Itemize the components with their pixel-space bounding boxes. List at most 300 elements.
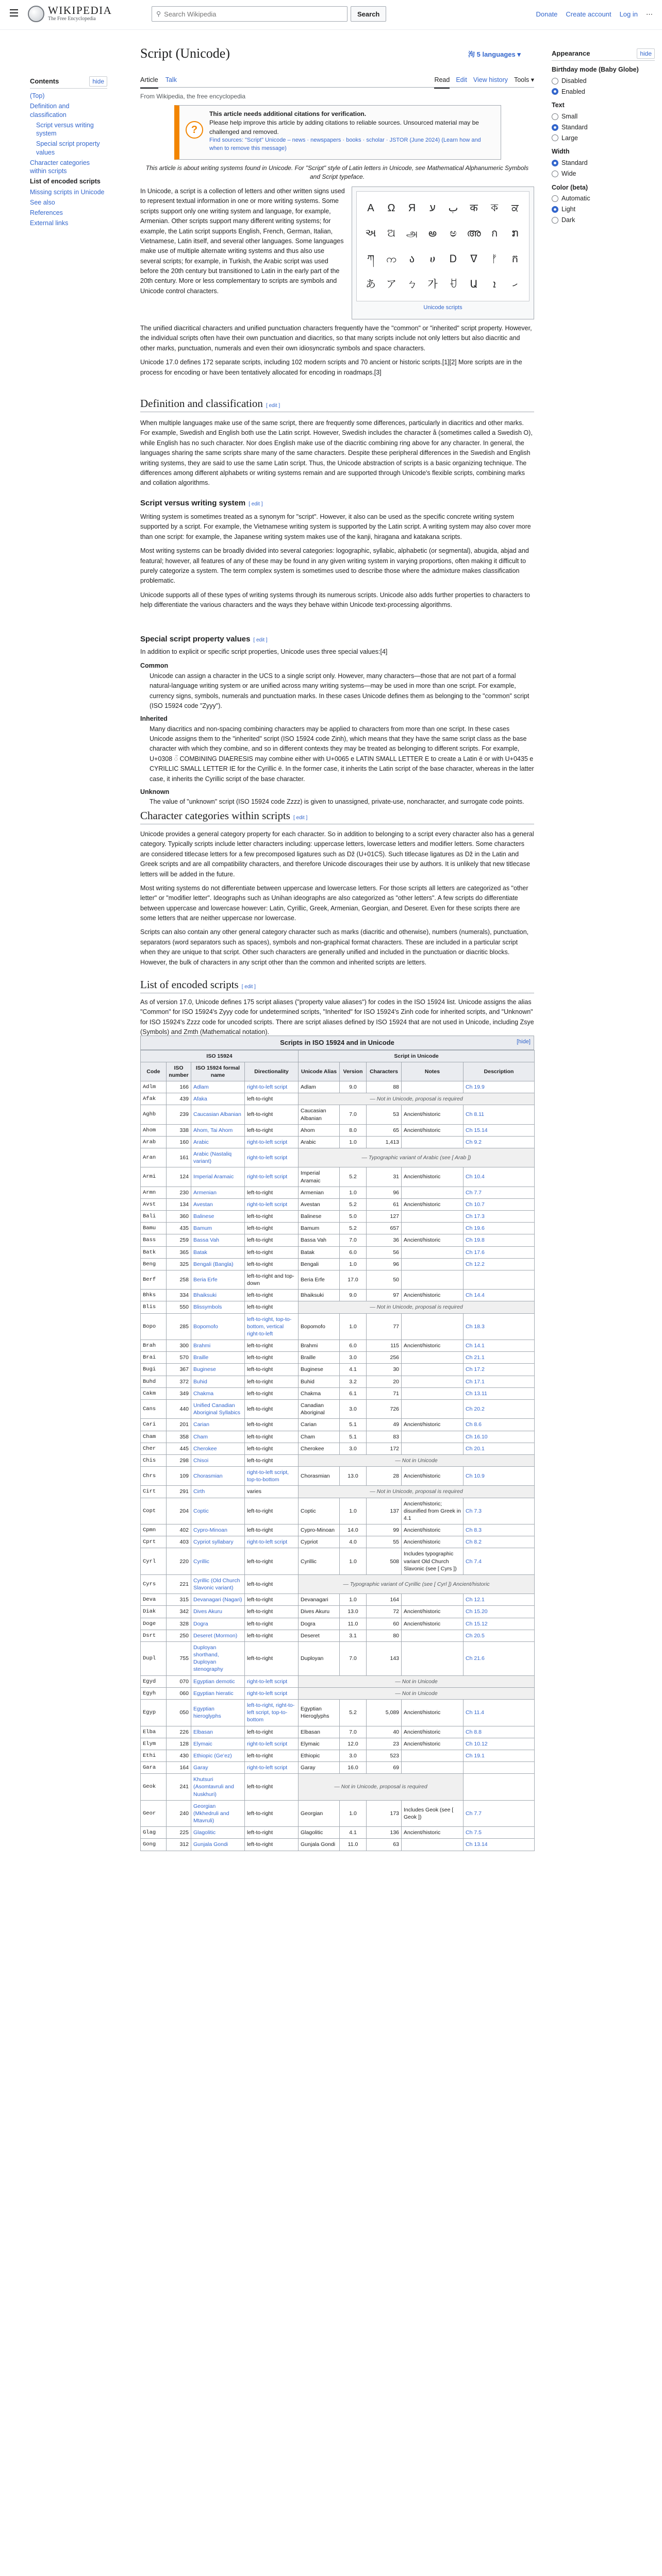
iso-name-link[interactable]: Cypro-Minoan [193, 1527, 227, 1534]
character-count: 143 [367, 1641, 402, 1675]
table-row [141, 1387, 535, 1399]
tab-article[interactable]: Article [140, 75, 158, 89]
description-link[interactable]: Ch 15.12 [466, 1620, 488, 1627]
description-link[interactable]: Ch 20.5 [466, 1632, 485, 1639]
directionality: left-to-right [247, 1527, 273, 1534]
script-code: Elba [141, 1726, 167, 1738]
heading-text: Script versus writing system [140, 499, 246, 507]
directionality-cell [245, 1524, 299, 1536]
unicode-alias: Coptic [299, 1498, 340, 1524]
iso-number: 226 [167, 1726, 191, 1738]
iso-name-link[interactable]: Bengali (Bangla) [193, 1261, 234, 1267]
description-link[interactable]: Ch 7.3 [466, 1507, 482, 1514]
edit-section-link[interactable]: [ edit ] [241, 984, 256, 990]
radio-icon[interactable] [552, 206, 558, 213]
table-row [141, 1606, 535, 1618]
iso-number: 367 [167, 1364, 191, 1376]
ccws-paragraph-2: Most writing systems do not differentiate between uppercase and lowercase letters. For those scripts all letters are categorized as "other letter" or "modifier letter". Ideographs such as Unihan ideographs are also categorized as "other letters". A few scripts do differentiate between uppercase and lowercase however: Latin, Cyrillic, Greek, Armenian, Georgian, and Deseret. Even for these scripts there are some letters that are neither uppercase nor lowercase. [140, 884, 528, 922]
tagline: From Wikipedia, the free encyclopedia [140, 93, 246, 100]
directionality-cell [245, 1536, 299, 1548]
script-code: Armi [141, 1167, 167, 1187]
glyph: ა [409, 253, 415, 265]
directionality: left-to-right [247, 1304, 273, 1311]
iso-number: 435 [167, 1223, 191, 1234]
unicode-version: 3.0 [340, 1750, 367, 1761]
list-intro [140, 997, 534, 1042]
column-header: Version [340, 1062, 367, 1081]
appearance-option[interactable] [552, 133, 655, 143]
script-code: Bhks [141, 1290, 167, 1301]
appearance-option[interactable] [552, 87, 655, 97]
appearance-option[interactable] [552, 76, 655, 86]
description-link[interactable]: Ch 8.2 [466, 1539, 482, 1546]
script-code: Cakm [141, 1387, 167, 1399]
sspv-paragraph: In addition to explicit or specific script properties, Unicode uses three special values:[4] [140, 648, 388, 655]
toc-item[interactable]: Script versus writing system [36, 121, 94, 137]
unicode-version: 1.0 [340, 1594, 367, 1606]
iso-number: 166 [167, 1081, 191, 1093]
description-link[interactable]: Ch 16.10 [466, 1433, 488, 1440]
description-link[interactable]: Ch 8.11 [466, 1111, 485, 1118]
description-link[interactable]: Ch 8.6 [466, 1421, 482, 1428]
table-row [141, 1827, 535, 1839]
description-cell [464, 1387, 535, 1399]
table-row [141, 1187, 535, 1198]
unicode-alias: Elymaic [299, 1738, 340, 1750]
description-link[interactable]: Ch 14.4 [466, 1292, 485, 1299]
directionality[interactable]: right-to-left script [247, 1690, 288, 1697]
description-link[interactable]: Ch 19.6 [466, 1225, 485, 1232]
iso-group-header: ISO 15924 [141, 1050, 299, 1062]
description-link[interactable]: Ch 20.2 [466, 1406, 485, 1413]
iso-name-cell [191, 1594, 245, 1606]
directionality[interactable]: left-to-right, right-to-left script, top-to-bottom [247, 1702, 295, 1723]
description-link[interactable]: Ch 21.1 [466, 1354, 485, 1361]
unicode-alias: Armenian [299, 1187, 340, 1198]
toc-item[interactable]: References [30, 209, 63, 216]
iso-name-link[interactable]: Unified Canadian Aboriginal Syllabics [193, 1402, 241, 1416]
iso-name-link[interactable]: Duployan shorthand, Duployan stenography [193, 1644, 223, 1673]
table-row [141, 1594, 535, 1606]
iso-number: 445 [167, 1443, 191, 1454]
directionality[interactable]: right-to-left script [247, 1139, 288, 1145]
script-code: Egyd [141, 1675, 167, 1687]
radio-icon[interactable] [552, 171, 558, 177]
scripts-infobox [352, 187, 534, 319]
description-link[interactable]: Ch 12.1 [466, 1597, 485, 1603]
language-selector[interactable]: 泃 5 languages ▾ [468, 50, 521, 58]
appearance-option-label: Standard [561, 123, 588, 131]
appearance-option[interactable] [552, 215, 655, 225]
iso-name-link[interactable]: Chakma [193, 1390, 214, 1397]
glyph: ሀ [429, 253, 436, 265]
description-cell [464, 1548, 535, 1575]
glyph: Ω [387, 202, 395, 214]
page-title: Script (Unicode) [140, 46, 230, 61]
iso-number: 164 [167, 1762, 191, 1774]
infobox-caption[interactable]: Unicode scripts [423, 304, 462, 311]
directionality[interactable]: right-to-left script [247, 1084, 288, 1091]
log-in-link[interactable]: Log in [619, 10, 638, 18]
description-link[interactable]: Ch 10.7 [466, 1201, 485, 1208]
toc-hide-button[interactable]: hide [89, 76, 107, 87]
iso-name-link[interactable]: Cirth [193, 1488, 205, 1495]
directionality: left-to-right [247, 1655, 273, 1662]
description-link[interactable]: Ch 17.2 [466, 1366, 485, 1373]
notice-find-sources[interactable]: Find sources: "Script" Unicode – news · newspapers · books · scholar · JSTOR (June 2024) (Learn how and when to remove this message) [209, 137, 481, 152]
script-glyph-sample[interactable] [356, 191, 529, 301]
description-link[interactable]: Ch 19.9 [466, 1084, 485, 1091]
description-link[interactable]: Ch 12.2 [466, 1261, 485, 1267]
description-link[interactable]: Ch 15.20 [466, 1608, 488, 1615]
iso-name-link[interactable]: Bamum [193, 1225, 212, 1232]
not-in-unicode-note: — Not in Unicode [299, 1454, 535, 1466]
unicode-version: 1.0 [340, 1313, 367, 1340]
table-row [141, 1431, 535, 1443]
directionality-cell [245, 1486, 299, 1498]
toc-title: Contents [30, 77, 59, 85]
directionality-cell [245, 1352, 299, 1364]
radio-icon[interactable] [552, 195, 558, 202]
iso-name-link[interactable]: Bopomofo [193, 1323, 218, 1330]
directionality-cell [245, 1443, 299, 1454]
iso-name-link[interactable]: Arabic [193, 1139, 209, 1145]
description-link[interactable]: Ch 19.1 [466, 1752, 485, 1759]
radio-icon[interactable] [552, 124, 558, 131]
appearance-option-label: Disabled [561, 77, 587, 84]
iso-name-link[interactable]: Ethiopic (Geʻez) [193, 1752, 232, 1759]
description-link[interactable]: Ch 14.1 [466, 1343, 485, 1349]
iso-name-cell [191, 1270, 245, 1289]
edit-section-link[interactable]: [ edit ] [266, 403, 280, 409]
iso-name-cell [191, 1548, 245, 1575]
create-account-link[interactable]: Create account [566, 10, 611, 18]
tab-view-history[interactable]: View history [473, 76, 508, 83]
table-row [141, 1148, 535, 1167]
script-code: Bopo [141, 1313, 167, 1340]
description-link[interactable]: Ch 7.7 [466, 1810, 482, 1817]
character-count: 50 [367, 1270, 402, 1289]
iso-name-cell [191, 1750, 245, 1761]
description-link[interactable]: Ch 10.4 [466, 1174, 485, 1180]
wikipedia-logo[interactable] [28, 5, 112, 22]
iso-name-link[interactable]: Deseret (Mormon) [193, 1632, 238, 1639]
directionality-cell [245, 1187, 299, 1198]
heading-definition [140, 397, 534, 412]
description-cell [464, 1800, 535, 1827]
iso-name-link[interactable]: Brahmi [193, 1343, 211, 1349]
table-row [141, 1762, 535, 1774]
iso-name-link[interactable]: Arabic (Nastaliq variant) [193, 1151, 232, 1165]
table-row [141, 1839, 535, 1851]
directionality[interactable]: right-to-left script [247, 1174, 288, 1180]
glyph: ᐁ [470, 253, 477, 265]
radio-icon[interactable] [552, 134, 558, 141]
edit-section-link[interactable]: [ edit ] [293, 815, 308, 821]
description-link[interactable]: Ch 13.14 [466, 1841, 488, 1848]
iso-name-link[interactable]: Gunjala Gondi [193, 1841, 228, 1848]
table-row [141, 1454, 535, 1466]
iso-name-link[interactable]: Cham [193, 1433, 208, 1440]
radio-icon[interactable] [552, 160, 558, 166]
table-row [141, 1198, 535, 1210]
appearance-option[interactable] [552, 158, 655, 168]
search-box[interactable] [152, 6, 347, 22]
iso-name-link[interactable]: Cypriot syllabary [193, 1539, 234, 1546]
appearance-option-label: Enabled [561, 88, 585, 95]
description-link[interactable]: Ch 17.1 [466, 1378, 485, 1385]
description-link[interactable]: Ch 10.12 [466, 1740, 488, 1747]
toc-item[interactable]: Character categories within scripts [30, 159, 90, 175]
appearance-option[interactable] [552, 112, 655, 122]
table-row [141, 1641, 535, 1675]
edit-section-link[interactable]: [ edit ] [249, 501, 263, 507]
description-link[interactable]: Ch 19.8 [466, 1237, 485, 1244]
def-unknown: The value of "unknown" script (ISO 15924 code Zzzz) is given to unassigned, private-use, noncharacter, and surrogate code points. [150, 798, 524, 806]
iso-name-cell [191, 1498, 245, 1524]
iso-name-link[interactable]: Batak [193, 1249, 207, 1256]
script-notes: Ancient/historic [402, 1198, 464, 1210]
directionality[interactable]: left-to-right, top-to-bottom, vertical right-to-left [247, 1316, 292, 1337]
iso-name-link[interactable]: Devanagari (Nagari) [193, 1597, 242, 1603]
edit-section-link[interactable]: [ edit ] [253, 637, 268, 643]
description-cell [464, 1467, 535, 1486]
iso-name-link[interactable]: Chorasmian [193, 1473, 223, 1480]
character-count: 164 [367, 1594, 402, 1606]
iso-number: 349 [167, 1387, 191, 1399]
iso-name-link[interactable]: Coptic [193, 1507, 209, 1514]
table-row [141, 1726, 535, 1738]
table-row [141, 1774, 535, 1801]
main-menu-button[interactable] [7, 6, 21, 20]
directionality[interactable]: right-to-left script [247, 1201, 288, 1208]
directionality-cell [245, 1467, 299, 1486]
iso-number: 259 [167, 1234, 191, 1246]
hamburger-icon-bar [10, 15, 18, 16]
iso-name-link[interactable]: Dogra [193, 1620, 208, 1627]
unicode-alias: Adlam [299, 1081, 340, 1093]
description-cell [464, 1376, 535, 1387]
directionality: left-to-right [247, 1597, 273, 1603]
appearance-option[interactable] [552, 123, 655, 132]
script-code: Cyrs [141, 1574, 167, 1594]
appearance-option-label: Light [561, 206, 576, 213]
unicode-version: 1.0 [340, 1136, 367, 1148]
iso-number: 298 [167, 1454, 191, 1466]
description-cell [464, 1105, 535, 1124]
iso-name-link[interactable]: Carian [193, 1421, 209, 1428]
unicode-version: 14.0 [340, 1524, 367, 1536]
glyph: ਕ [511, 202, 519, 214]
script-notes: Ancient/historic [402, 1827, 464, 1839]
script-code: Cari [141, 1419, 167, 1431]
toc-item[interactable]: See also [30, 198, 55, 206]
appearance-option[interactable] [552, 194, 655, 204]
toc-item[interactable]: Missing scripts in Unicode [30, 188, 105, 196]
iso-name-link[interactable]: Bassa Vah [193, 1237, 220, 1244]
citation-notice [174, 105, 501, 160]
directionality: left-to-right [247, 1620, 273, 1627]
unicode-version: 6.0 [340, 1246, 367, 1258]
unicode-version: 3.0 [340, 1443, 367, 1454]
glyph: Я [408, 202, 416, 214]
iso-name-cell [191, 1081, 245, 1093]
appearance-hide-button[interactable]: hide [637, 48, 655, 59]
description-link[interactable]: Ch 11.4 [466, 1709, 485, 1716]
tab-edit[interactable]: Edit [456, 76, 467, 83]
iso-name-link[interactable]: Braille [193, 1354, 209, 1361]
description-link[interactable]: Ch 15.14 [466, 1127, 488, 1133]
description-link[interactable]: Ch 21.6 [466, 1655, 485, 1662]
iso-number: 161 [167, 1148, 191, 1167]
script-notes [402, 1258, 464, 1270]
unicode-version: 11.0 [340, 1618, 367, 1630]
description-cell [464, 1536, 535, 1548]
description-link[interactable]: Ch 9.2 [466, 1139, 482, 1145]
iso-name-link[interactable]: Bhaiksuki [193, 1292, 217, 1299]
iso-name-cell [191, 1738, 245, 1750]
iso-number: 360 [167, 1211, 191, 1223]
description-link[interactable]: Ch 8.3 [466, 1527, 482, 1534]
description-cell [464, 1340, 535, 1352]
iso-name-link[interactable]: Armenian [193, 1189, 217, 1196]
iso-name-link[interactable]: Cyrillic [193, 1558, 209, 1565]
iso-name-link[interactable]: Buhid [193, 1378, 207, 1385]
description-link[interactable]: Ch 7.4 [466, 1558, 482, 1565]
directionality[interactable]: right-to-left script [247, 1539, 288, 1546]
not-in-unicode-note: — Not in Unicode [299, 1687, 535, 1699]
directionality-cell [245, 1234, 299, 1246]
directionality: left-to-right [247, 1111, 273, 1118]
iso-number: 338 [167, 1124, 191, 1136]
description-link[interactable]: Ch 13.11 [466, 1390, 487, 1397]
iso-name-link[interactable]: Elbasan [193, 1728, 213, 1735]
table-row [141, 1313, 535, 1340]
directionality-cell [245, 1641, 299, 1675]
iso-name-link[interactable]: Cherokee [193, 1445, 217, 1452]
iso-name-link[interactable]: Cyrillic (Old Church Slavonic variant) [193, 1577, 240, 1591]
iso-name-link[interactable]: Imperial Aramaic [193, 1174, 234, 1180]
radio-icon[interactable] [552, 88, 558, 95]
iso-name-link[interactable]: Afaka [193, 1096, 207, 1103]
iso-name-link[interactable]: Beria Erfe [193, 1277, 218, 1283]
lead-section-continued [140, 324, 534, 382]
iso-name-link[interactable]: Ahom, Tai Ahom [193, 1127, 233, 1133]
description-link[interactable]: Ch 8.8 [466, 1728, 482, 1735]
iso-name-link[interactable]: Buginese [193, 1366, 216, 1373]
unicode-alias: Elbasan [299, 1726, 340, 1738]
directionality-cell [245, 1498, 299, 1524]
directionality-cell [245, 1093, 299, 1105]
iso-name-link[interactable]: Dives Akuru [193, 1608, 223, 1615]
directionality-cell [245, 1762, 299, 1774]
heading-text: Definition and classification [140, 397, 263, 410]
directionality: left-to-right [247, 1225, 273, 1232]
description-link[interactable]: Ch 18.3 [466, 1323, 485, 1330]
directionality-cell [245, 1105, 299, 1124]
description-link[interactable]: Ch 20.1 [466, 1445, 485, 1452]
search-input[interactable] [164, 10, 347, 18]
iso-name-cell [191, 1726, 245, 1738]
appearance-option[interactable] [552, 169, 655, 179]
description-cell [464, 1641, 535, 1675]
iso-name-link[interactable]: Garay [193, 1765, 208, 1771]
description-link[interactable]: Ch 7.5 [466, 1829, 482, 1836]
iso-name-link[interactable]: Caucasian Albanian [193, 1111, 241, 1118]
glyph: Ꭰ [450, 253, 457, 265]
character-count: 1,413 [367, 1136, 402, 1148]
script-notes: Ancient/historic [402, 1699, 464, 1726]
iso-name-link[interactable]: Blissymbols [193, 1304, 222, 1311]
toc-item[interactable]: Special script property values [36, 140, 100, 156]
def-common: Unicode can assign a character in the UCS to a single script only. However, many characters—those that are not part of a formal natural-language writing system or are unified across many writing systems—may be used in more than one script. For example, currency signs, symbols, numerals and punctuation marks. In these cases Unicode defines them as belonging to the "common" script (ISO 15924 code "Zyyy"). [150, 672, 529, 709]
radio-icon[interactable] [552, 78, 558, 84]
toc-item[interactable]: Definition and classification [30, 103, 70, 118]
directionality[interactable]: right-to-left script [247, 1155, 288, 1161]
directionality[interactable]: right-to-left script, top-to-bottom [247, 1469, 289, 1483]
description-link[interactable]: Ch 7.7 [466, 1189, 482, 1196]
radio-icon[interactable] [552, 113, 558, 120]
iso-name-link[interactable]: Chisoi [193, 1457, 209, 1464]
directionality-cell [245, 1800, 299, 1827]
iso-name-cell [191, 1234, 245, 1246]
toc-item[interactable]: External links [30, 219, 69, 227]
toc-item[interactable]: List of encoded scripts [30, 178, 101, 185]
iso-name-link[interactable]: Egyptian hieratic [193, 1690, 234, 1697]
script-notes [402, 1136, 464, 1148]
table-row [141, 1498, 535, 1524]
iso-name-link[interactable]: Avestan [193, 1201, 213, 1208]
toc-item[interactable]: (Top) [30, 92, 45, 99]
iso-name-link[interactable]: Georgian (Mkhedruli and Mtavruli) [193, 1803, 229, 1824]
character-count: 88 [367, 1081, 402, 1093]
search-button[interactable]: Search [351, 6, 386, 22]
iso-name-link[interactable]: Elymaic [193, 1740, 212, 1747]
script-vs-writing-section [140, 512, 534, 614]
ccws-paragraph-3: Scripts can also contain any other general category character such as marks (diacritic and otherwise), numbers (numerals), punctuation, separators (word separators such as spaces), symbols and non-graphical format characters. These are included in a particular script when they are unique to that script. Other such characters are generally unified and included in the punctuation or diacritic blocks. However, the bulk of characters in any script other than the common and inherited scripts are letters. [140, 928, 529, 966]
tab-tools[interactable]: Tools ▾ [514, 76, 534, 83]
unicode-version: 7.0 [340, 1726, 367, 1738]
iso-number: 328 [167, 1618, 191, 1630]
directionality[interactable]: right-to-left script [247, 1740, 288, 1747]
heading-character-categories [140, 809, 534, 824]
description-link[interactable]: Ch 17.3 [466, 1213, 485, 1220]
iso-name-link[interactable]: Glagolitic [193, 1829, 216, 1836]
iso-name-link[interactable]: Khutsuri (Asomtavruli and Nuskhuri) [193, 1776, 234, 1798]
iso-name-link[interactable]: Egyptian demotic [193, 1678, 235, 1685]
directionality[interactable]: right-to-left script [247, 1765, 288, 1771]
description-link[interactable]: Ch 10.9 [466, 1473, 485, 1480]
iso-name-link[interactable]: Balinese [193, 1213, 214, 1220]
iso-number: 365 [167, 1246, 191, 1258]
description-link[interactable]: Ch 17.6 [466, 1249, 485, 1256]
more-options-icon[interactable]: ⋯ [646, 10, 653, 18]
appearance-option[interactable] [552, 205, 655, 214]
directionality[interactable]: right-to-left script [247, 1678, 288, 1685]
tab-talk[interactable]: Talk [165, 76, 177, 83]
table-toggle[interactable]: [hide] [517, 1039, 531, 1045]
glyph: ಅ [450, 228, 457, 240]
radio-icon[interactable] [552, 217, 558, 224]
donate-link[interactable]: Donate [536, 10, 558, 18]
description-cell [464, 1313, 535, 1340]
iso-name-link[interactable]: Egyptian hieroglyphs [193, 1706, 221, 1720]
unicode-alias: Buginese [299, 1364, 340, 1376]
unicode-alias: Dives Akuru [299, 1606, 340, 1618]
tab-read[interactable]: Read [434, 75, 450, 89]
iso-number: 755 [167, 1641, 191, 1675]
iso-name-link[interactable]: Adlam [193, 1084, 209, 1091]
